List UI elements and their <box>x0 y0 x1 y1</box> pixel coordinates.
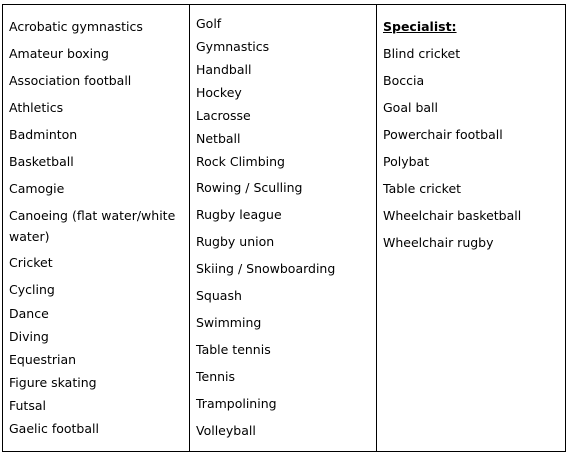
list-item: Table tennis <box>196 342 271 357</box>
table-row <box>3 5 566 452</box>
list-item: Cycling <box>9 282 55 297</box>
list-item: Camogie <box>9 181 65 196</box>
list-item: Skiing / Snowboarding <box>196 261 336 276</box>
list-item: Wheelchair rugby <box>383 235 494 250</box>
sports-column-1 <box>3 5 190 452</box>
list-item: Athletics <box>9 100 64 115</box>
list-item: Cricket <box>9 255 53 270</box>
list-item: Gaelic football <box>9 421 99 436</box>
list-item: Badminton <box>9 127 78 142</box>
list-item: Trampolining <box>196 396 277 411</box>
list-item: Blind cricket <box>383 46 461 61</box>
list-item: Squash <box>196 288 242 303</box>
list-item: Amateur boxing <box>9 46 109 61</box>
list-item: Swimming <box>196 315 262 330</box>
list-item: Figure skating <box>9 375 97 390</box>
list-item: Volleyball <box>196 423 256 438</box>
list-item: Polybat <box>383 154 430 169</box>
list-item: Boccia <box>383 73 425 88</box>
list-item: Dance <box>9 306 49 321</box>
list-item: Acrobatic gymnastics <box>9 19 143 34</box>
list-item: Rugby league <box>196 207 282 222</box>
list-item: Tennis <box>196 369 236 384</box>
list-item: Futsal <box>9 398 46 413</box>
list-item: Table cricket <box>383 181 462 196</box>
sports-column-2 <box>190 5 377 452</box>
specialist-column <box>377 5 566 452</box>
list-item: Netball <box>196 131 241 146</box>
specialist-heading: Specialist: <box>383 19 457 34</box>
list-item: Diving <box>9 329 49 344</box>
list-item: Goal ball <box>383 100 438 115</box>
list-item: Powerchair football <box>383 127 503 142</box>
list-item: Basketball <box>9 154 74 169</box>
list-item: Rowing / Sculling <box>196 180 303 195</box>
list-item: Canoeing (flat water/white water) <box>9 208 176 244</box>
list-item: Hockey <box>196 85 242 100</box>
list-item: Rugby union <box>196 234 275 249</box>
list-item: Golf <box>196 16 222 31</box>
list-item: Rock Climbing <box>196 154 285 169</box>
list-item: Lacrosse <box>196 108 251 123</box>
list-item: Equestrian <box>9 352 77 367</box>
list-item: Association football <box>9 73 132 88</box>
list-item: Gymnastics <box>196 39 270 54</box>
list-item: Handball <box>196 62 252 77</box>
sports-table <box>2 4 566 452</box>
list-item: Wheelchair basketball <box>383 208 522 223</box>
